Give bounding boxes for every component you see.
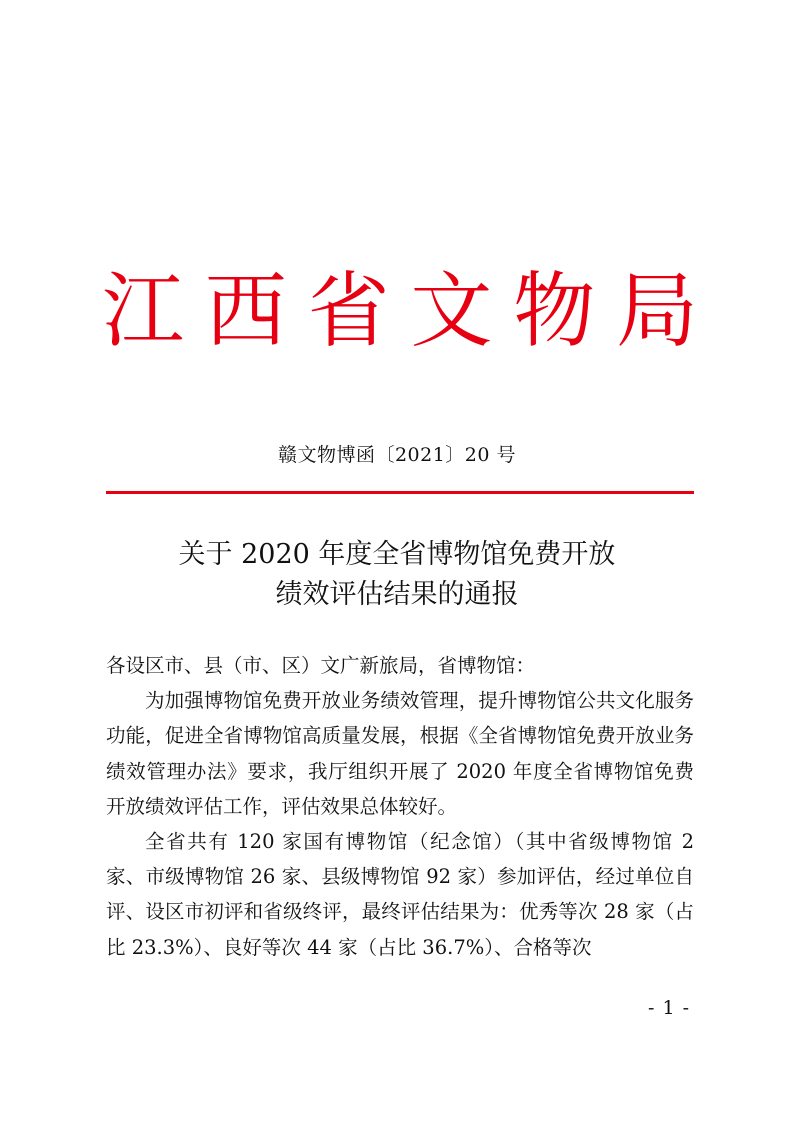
title-line: 关于 2020 年度全省博物馆免费开放 <box>178 539 616 570</box>
masthead-char: 物 <box>513 264 596 359</box>
masthead-char: 西 <box>204 264 287 359</box>
document-title <box>0 535 794 615</box>
masthead-char: 省 <box>307 264 390 359</box>
document-number: 赣文物博函〔2021〕20 号 <box>277 444 517 466</box>
body-paragraph: 为加强博物馆免费开放业务绩效管理，提升博物馆公共文化服务功能，促进全省博物馆高质量发展，根据《全省博物馆免费开放业务绩效管理办法》要求，我厅组织开展了 2020 年度全省博物馆免费开放绩效评估工作，评估效果总体较好。 <box>106 689 694 818</box>
masthead-char: 文 <box>410 264 493 359</box>
page-number: - 1 - <box>647 997 690 1019</box>
masthead-char: 局 <box>615 264 698 359</box>
red-divider-rule <box>106 491 694 494</box>
salutation: 各设区市、县（市、区）文广新旅局，省博物馆： <box>106 654 536 677</box>
document-body <box>106 648 694 965</box>
body-paragraph: 全省共有 120 家国有博物馆（纪念馆）（其中省级博物馆 2 家、市级博物馆 26 家、县级博物馆 92 家）参加评估，经过单位自评、设区市初评和省级终评，最终评估结果为：优秀等次 28 家（占比 23.3%）、良好等次 44 家（占比 36.7%）、合格等次 <box>106 830 694 959</box>
title-line: 绩效评估结果的通报 <box>275 579 519 610</box>
masthead <box>102 262 698 362</box>
masthead-char: 江 <box>102 264 185 359</box>
